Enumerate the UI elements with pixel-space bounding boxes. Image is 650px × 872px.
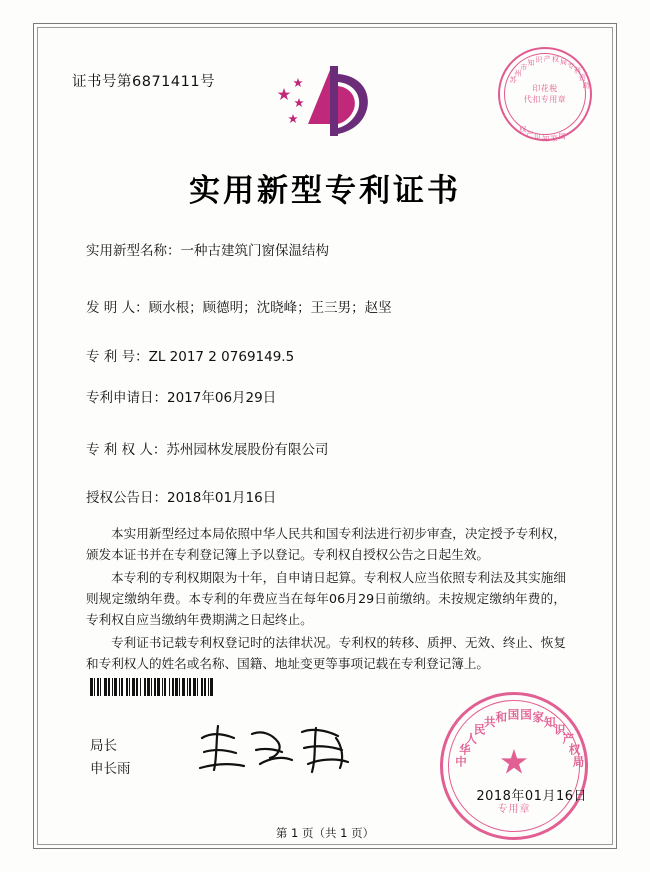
legal-body-text xyxy=(86,523,566,676)
paragraph: 本实用新型经过本局依照中华人民共和国专利法进行初步审查，决定授予专利权，颁发本证书并在专利登记簿上予以登记。专利权自授权公告之日起生效。 xyxy=(86,526,566,562)
field-value: 2018年01月16日 xyxy=(167,490,277,506)
director-block xyxy=(90,735,131,781)
star-icon: ★ xyxy=(498,742,530,783)
patent-office-logo-icon xyxy=(268,62,388,140)
field-value: 顾水根；顾德明；沈晓峰；王三男；赵坚 xyxy=(148,300,392,316)
barcode-icon xyxy=(90,678,295,696)
national-ip-office-seal: 中 华 人 民 共 和 国 国 家 知 识 产 权 局 ★ 专用章 xyxy=(440,692,588,840)
seal-date: 2018年01月16日 xyxy=(476,789,587,804)
field-label: 实用新型名称： xyxy=(86,243,181,259)
field-inventors xyxy=(86,296,392,316)
field-patentee xyxy=(86,438,328,458)
field-value: 2017年06月29日 xyxy=(167,390,277,406)
field-value: 一种古建筑门窗保温结构 xyxy=(180,243,329,259)
field-utility-model-name xyxy=(86,239,329,259)
field-value: 苏州园林发展股份有限公司 xyxy=(166,442,329,458)
page-title: 实用新型专利证书 xyxy=(189,173,461,209)
field-label: 专 利 权 人： xyxy=(86,442,167,458)
page-footer: 第 1 页（共 1 页） xyxy=(275,826,375,840)
field-application-date xyxy=(86,386,276,406)
seal-bottom-text: 专用章 xyxy=(497,804,531,815)
seal-center-text: 印花税 代扣专用章 xyxy=(523,84,567,104)
certificate-number: 证书号第6871411号 xyxy=(72,74,216,90)
local-office-seal xyxy=(498,47,592,141)
director-label: 局长 xyxy=(90,738,117,754)
field-label: 发 明 人： xyxy=(86,300,149,316)
field-label: 专 利 号： xyxy=(86,349,149,365)
paragraph: 专利证书记载专利权登记时的法律状况。专利权的转移、质押、无效、终止、恢复和专利权人的姓名或名称、国籍、地址变更等事项记载在专利登记簿上。 xyxy=(86,635,566,671)
field-value: ZL 2017 2 0769149.5 xyxy=(148,349,295,365)
seal-arc-text: 苏 州 市 知 识 产 权 局 专 利 资 助 国 家 知 识 产 权 xyxy=(509,55,590,143)
director-name: 申长雨 xyxy=(90,761,131,777)
field-label: 授权公告日： xyxy=(86,490,167,506)
field-patent-number xyxy=(86,345,294,365)
field-label: 专利申请日： xyxy=(86,390,167,406)
field-grant-announcement-date xyxy=(86,486,276,506)
paragraph: 本专利的专利权期限为十年，自申请日起算。专利权人应当依照专利法及其实施细则规定缴纳年费。本专利的年费应当在每年06月29日前缴纳。未按规定缴纳年费的，专利权自应当缴纳年费期满之日起终止。 xyxy=(86,570,566,627)
handwritten-signature-icon xyxy=(190,718,360,780)
